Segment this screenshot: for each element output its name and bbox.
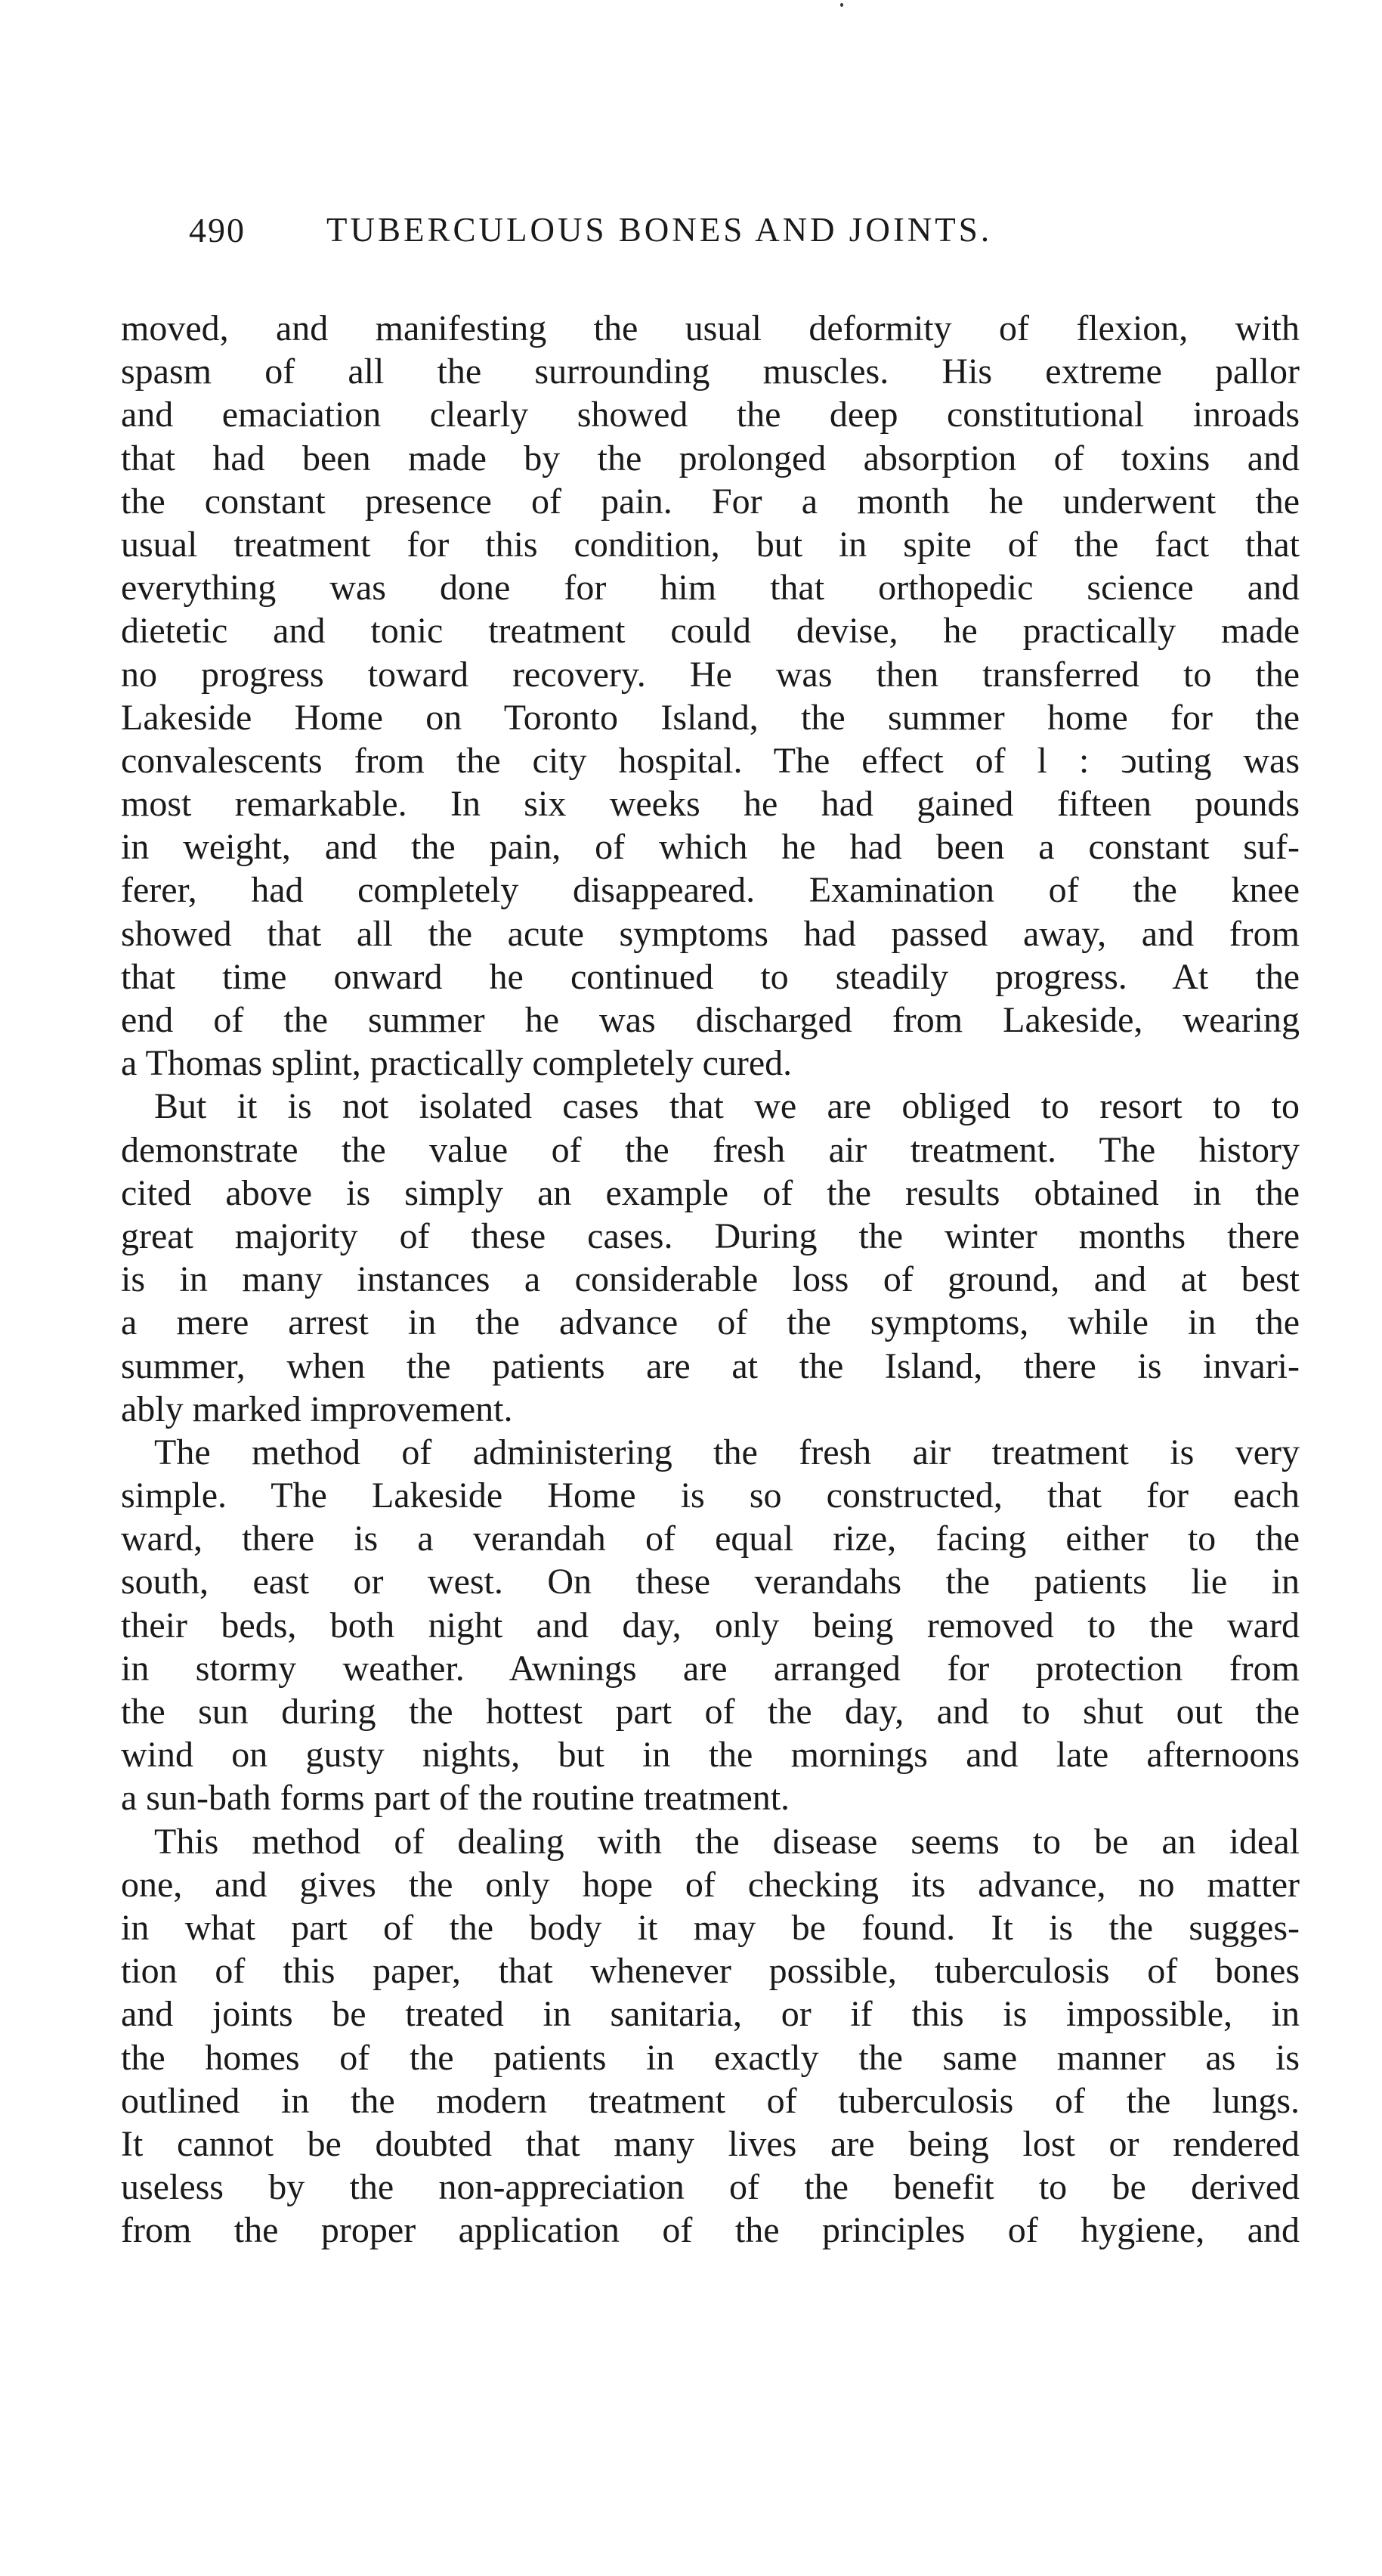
- text-line: in weight, and the pain, of which he had been a constant suf-: [121, 827, 1300, 868]
- page-number: 490: [189, 211, 246, 249]
- text-line: cited above is simply an example of the results obtained in the: [121, 1172, 1300, 1213]
- text-line: wind on gusty nights, but in the mornings and late afternoons: [121, 1735, 1300, 1776]
- text-line: most remarkable. In six weeks he had gained fifteen pounds: [121, 784, 1300, 825]
- print-speck: [840, 3, 843, 7]
- text-line: useless by the non-appreciation of the benefit to be derived: [121, 2167, 1300, 2208]
- paragraph-start-line: This method of dealing with the disease seems to be an ideal: [154, 1821, 1300, 1862]
- text-line: simple. The Lakeside Home is so constructed, that for each: [121, 1475, 1300, 1516]
- text-line: It cannot be doubted that many lives are being lost or rendered: [121, 2123, 1300, 2164]
- text-line: and emaciation clearly showed the deep constitutional inroads: [121, 395, 1300, 435]
- text-line: a sun-bath forms part of the routine treatment.: [121, 1778, 790, 1819]
- text-line: great majority of these cases. During the winter months there: [121, 1215, 1300, 1256]
- text-line: moved, and manifesting the usual deformity of flexion, with: [121, 308, 1300, 348]
- text-line: ward, there is a verandah of equal rize, facing either to the: [121, 1519, 1300, 1559]
- text-line: one, and gives the only hope of checking its advance, no matter: [121, 1864, 1300, 1905]
- text-line: the constant presence of pain. For a month he underwent the: [121, 481, 1300, 522]
- running-head: TUBERCULOUS BONES AND JOINTS.: [326, 211, 993, 249]
- text-line: and joints be treated in sanitaria, or if this is impossible, in: [121, 1994, 1300, 2035]
- paragraph-start-line: The method of administering the fresh air treatment is very: [154, 1432, 1300, 1472]
- text-line: usual treatment for this condition, but in spite of the fact that: [121, 524, 1300, 565]
- text-line: Lakeside Home on Toronto Island, the summer home for the: [121, 697, 1300, 738]
- text-line: end of the summer he was discharged from Lakeside, wearing: [121, 1000, 1300, 1040]
- paragraph-start-line: But it is not isolated cases that we are obliged to resort to to: [154, 1086, 1300, 1127]
- text-line: summer, when the patients are at the Island, there is invari-: [121, 1345, 1300, 1386]
- text-line: ferer, had completely disappeared. Examination of the knee: [121, 870, 1300, 911]
- text-line: no progress toward recovery. He was then transferred to the: [121, 654, 1300, 695]
- text-line: a mere arrest in the advance of the symptoms, while in the: [121, 1302, 1300, 1343]
- text-line: convalescents from the city hospital. The effect of l : ↄuting was: [121, 740, 1300, 781]
- text-line: spasm of all the surrounding muscles. His extreme pallor: [121, 351, 1300, 392]
- text-line: showed that all the acute symptoms had passed away, and from: [121, 913, 1300, 954]
- text-line: that time onward he continued to steadily progress. At the: [121, 956, 1300, 997]
- text-line: in what part of the body it may be found. It is the sugges-: [121, 1907, 1300, 1948]
- text-line: that had been made by the prolonged absorption of toxins and: [121, 438, 1300, 478]
- text-line: demonstrate the value of the fresh air treatment. The history: [121, 1129, 1300, 1170]
- text-line: the sun during the hottest part of the day, and to shut out the: [121, 1692, 1300, 1732]
- page-header: [189, 210, 1126, 263]
- text-line: their beds, both night and day, only being removed to the ward: [121, 1605, 1300, 1646]
- body-text: [121, 307, 1300, 2252]
- text-line: dietetic and tonic treatment could devise, he practically made: [121, 611, 1300, 652]
- text-line: south, east or west. On these verandahs the patients lie in: [121, 1562, 1300, 1602]
- text-line: is in many instances a considerable loss of ground, and at best: [121, 1259, 1300, 1300]
- text-line: a Thomas splint, practically completely cured.: [121, 1043, 793, 1084]
- text-line: from the proper application of the principles of hygiene, and: [121, 2210, 1300, 2251]
- text-line: tion of this paper, that whenever possible, tuberculosis of bones: [121, 1951, 1300, 1992]
- text-line: ably marked improvement.: [121, 1389, 513, 1429]
- text-line: outlined in the modern treatment of tuberculosis of the lungs.: [121, 2080, 1300, 2121]
- text-line: everything was done for him that orthopedic science and: [121, 568, 1300, 608]
- text-line: in stormy weather. Awnings are arranged for protection from: [121, 1648, 1300, 1689]
- text-line: the homes of the patients in exactly the same manner as is: [121, 2037, 1300, 2078]
